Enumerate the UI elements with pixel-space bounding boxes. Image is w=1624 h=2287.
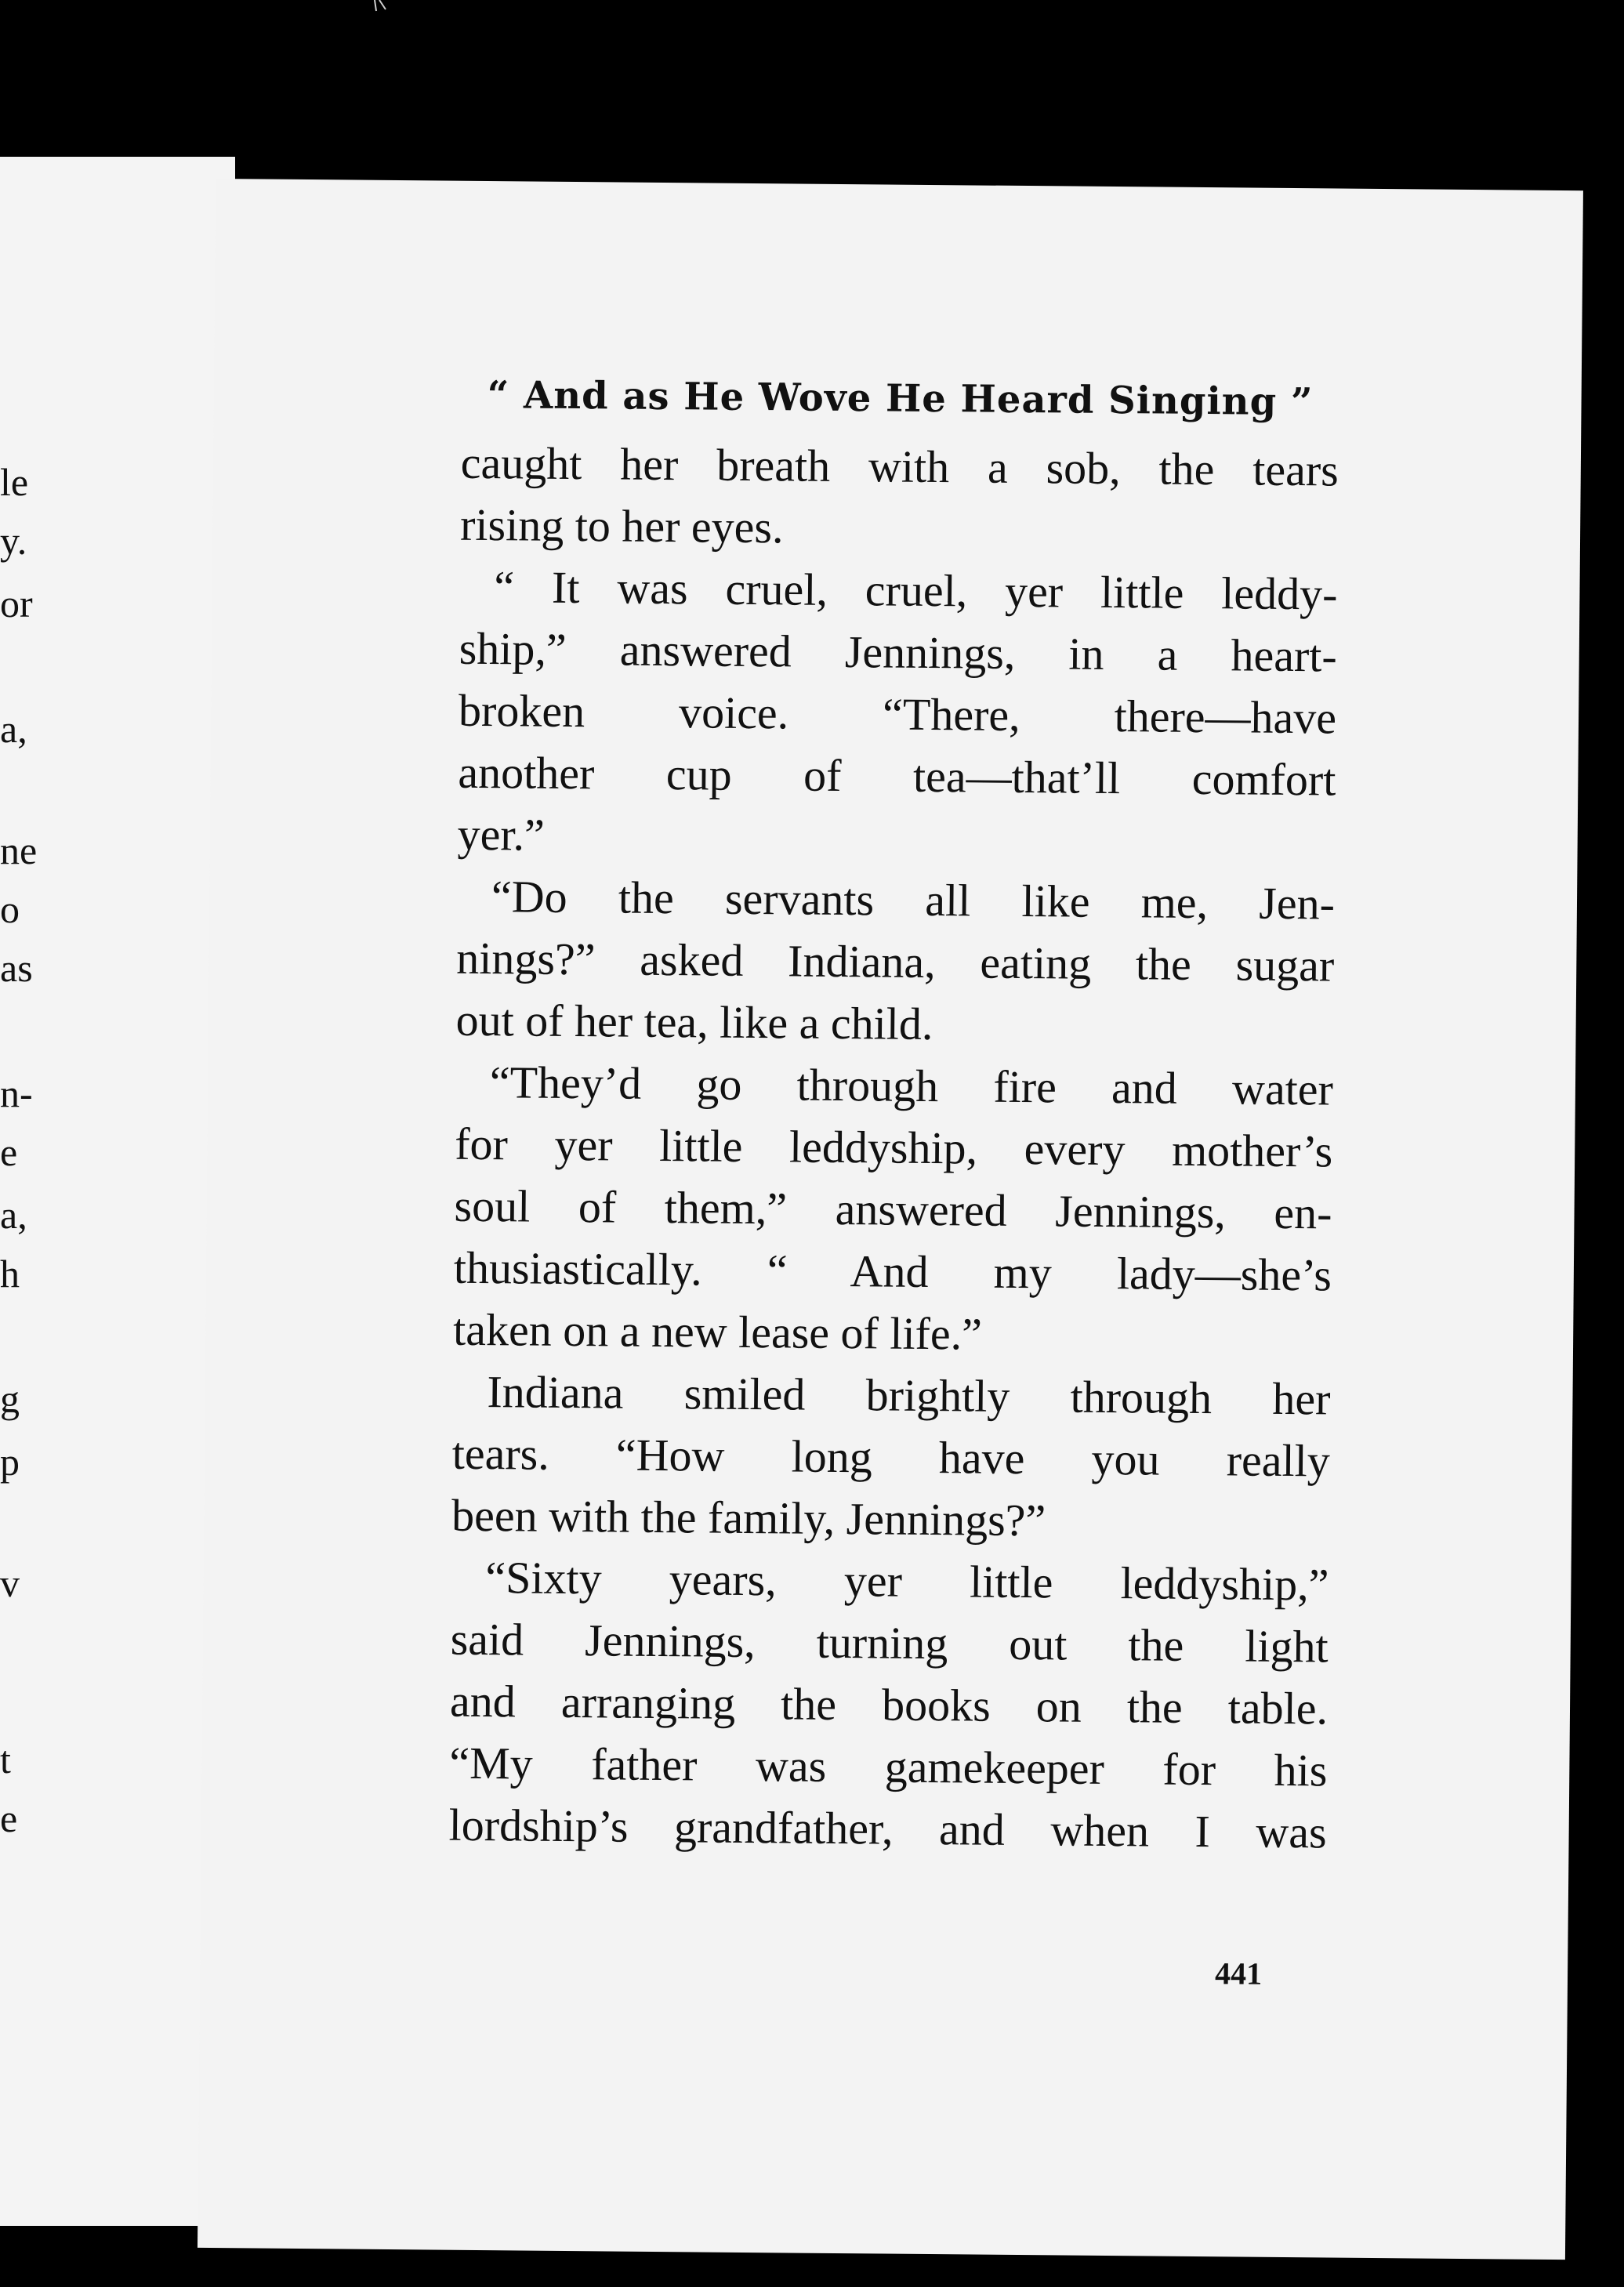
line-fragment: a, [0,1193,27,1237]
line-fragment: o [0,887,20,931]
line-fragment: ne [0,828,38,872]
text-line: broken voice. “There, there—have [458,684,1337,744]
line-fragment: e [0,1796,18,1840]
line-fragment: as [0,946,33,990]
scan-artifact-mark [368,0,400,16]
text-line: “ It was cruel, cruel, yer little leddy- [494,561,1338,620]
line-fragment: or [0,582,33,625]
text-line: rising to her eyes. [459,498,784,553]
line-fragment: n- [0,1071,33,1115]
text-line: been with the family, Jennings?” [451,1489,1046,1546]
text-line: soul of them,” answered Jennings, en- [454,1180,1332,1239]
line-fragment: p [0,1440,20,1484]
line-fragment: e [0,1130,18,1174]
text-line: out of her tea, like a child. [455,994,933,1050]
text-line: ship,” answered Jennings, in a heart- [459,622,1338,682]
line-fragment: y. [0,519,27,563]
text-line: another cup of tea—that’ll comfort [458,746,1336,806]
text-line: yer.” [457,808,546,861]
text-line: “Sixty years, yer little leddyship,” [485,1552,1329,1611]
line-fragment: a, [0,707,27,751]
text-line: nings?” asked Indiana, eating the sugar [456,932,1335,991]
line-fragment: t [0,1738,11,1781]
text-line: caught her breath with a sob, the tears [460,437,1339,496]
previous-page-line-endings [0,157,47,2226]
text-line: “My father was gamekeeper for his [449,1737,1328,1796]
line-fragment: v [0,1561,20,1605]
text-line: taken on a new lease of life.” [452,1303,983,1360]
page-body [448,432,1339,1864]
text-line: thusiastically. “ And my lady—she’s [453,1241,1332,1301]
text-line: “They’d go through fire and water [489,1057,1334,1115]
text-line: Indiana smiled brightly through her [487,1366,1331,1425]
page-number: 441 [1214,1955,1263,1992]
text-line: said Jennings, turning out the light [450,1613,1329,1673]
running-head: “ And as He Wove He Heard Singing ” [487,373,1314,425]
text-line: for yer little leddyship, every mother’s [454,1118,1333,1177]
text-line: “Do the servants all like me, Jen- [491,871,1336,930]
text-line: and arranging the books on the table. [449,1675,1329,1734]
text-line: lordship’s grandfather, and when I was [448,1799,1327,1858]
line-fragment: g [0,1377,20,1421]
line-fragment: h [0,1252,20,1296]
text-line: tears. “How long have you really [451,1427,1331,1487]
line-fragment: le [0,460,29,504]
book-page [198,179,1583,2260]
